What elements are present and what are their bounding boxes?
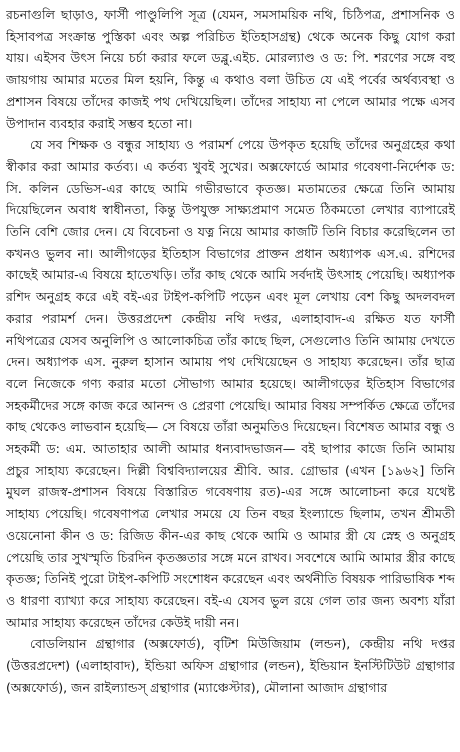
document-page <box>6 4 455 748</box>
paragraph-sources: রচনাগুলি ছাড়াও, ফার্সী পাণ্ডুলিপি সূত্র (যেমন, সমসাময়িক নথি, চিঠিপত্র, প্রশাসনিক ও হিসাবপত্র সংক্রান্ত পুস্তিকা এবং অল্প পরিচিত ইতিহাসগ্রন্থ) থেকে অনেক কিছু যোগ করা যায়। এইসব উৎস নিয়ে চর্চা করার ফলে ডব্লু.এইচ. মোরল্যাণ্ড ও ড: পি. শরণের সঙ্গে বহু জায়গায় আমার মতের মিল হয়নি, কিন্তু এ কথাও বলা উচিত যে এই পর্বের অর্থব্যবস্থা ও প্রশাসন বিষয়ে তাঁদের কাজই পথ দেখিয়েছিল। তাঁদের সাহায্য না পেলে আমার পক্ষে এসব উপাদান ব্যবহার করাই সম্ভব হতো না। <box>6 7 455 131</box>
paragraph-libraries: বোডলিয়ান গ্রন্থাগার (অক্সফোর্ড), বৃটিশ মিউজিয়াম (লন্ডন), কেন্দ্রীয় নথি দপ্তর (উত্তরপ্রদেশ) (এলাহাবাদ), ইন্ডিয়া অফিস গ্রন্থাগার (লন্ডন), ইন্ডিয়ান ইনস্টিটিউট গ্রন্থাগার (অক্সফোর্ড), জন রাইল্যান্ডস্ গ্রন্থাগার (ম্যাঞ্চেস্টার), মৌলানা আজাদ গ্রন্থাগার <box>6 636 455 695</box>
paragraph-acknowledgements: যে সব শিক্ষক ও বন্ধুর সাহায্য ও পরামর্শ পেয়ে উপকৃত হয়েছি তাঁদের অনুগ্রহের কথা স্বীকার করা আমার কর্তব্য। এ কর্তব্য খুবই সুখের। অক্সফোর্ডে আমার গবেষণা-নির্দেশক ড: সি. কলিন ডেভিস-এর কাছে আমি গভীরভাবে কৃতজ্ঞ। মতামতের ক্ষেত্রে তিনি আমায় দিয়েছিলেন অবাধ স্বাধীনতা, কিন্তু উপযুক্ত সাক্ষ্যপ্রমাণ সমেত ঠিকমতো লেখার ব্যাপারেই তিনি বেশি জোর দেন। যে বিবেচনা ও যত্ন নিয়ে আমার কাজটি তিনি বিচার করেছিলেন তা কখনও ভুলব না। আলীগড়ের ইতিহাস বিভাগের প্রাক্তন প্রধান অধ্যাপক এস.এ. রশিদের কাছেই আমার-এ বিষয়ে হাতেখড়ি। তাঁর কাছ থেকে আমি সর্বদাই উৎসাহ পেয়েছি। অধ্যাপক রশিদ অনুগ্রহ করে এই বই-এর টাইপ-কপিটি পড়েন এবং মূল লেখায় বেশ কিছু অদলবদল করার পরামর্শ দেন। উত্তরপ্রদেশ কেন্দ্রীয় নথি দপ্তর, এলাহাবাদ-এ রক্ষিত যত ফার্সী নথিপত্রের যেসব অনুলিপি ও আলোকচিত্র তাঁর কাছে ছিল, সেগুলোও তিনি আমায় দেখতে দেন। অধ্যাপক এস. নুরুল হাসান আমায় পথ দেখিয়েছেন ও সাহায্য করেছেন। তাঁর ছাত্র বলে নিজেকে গণ্য করার মতো সৌভাগ্য আমার হয়েছে। আলীগড়ের ইতিহাস বিভাগের সহকর্মীদের সঙ্গে কাজ করে আনন্দ ও প্রেরণা পেয়েছি। আমার বিষয় সম্পর্কিত ক্ষেত্রে তাঁদের কাছ থেকেও লাভবান হয়েছি— সে বিষয়ে তাঁরা অনুমতিও দিয়েছেন। বিশেষত আমার বন্ধু ও সহকর্মী ড: এম. আতাহার আলী আমার ধন্যবাদভাজন— বই ছাপার কাজে তিনি আমায় প্রচুর সাহায্য করেছেন। দিল্লী বিশ্ববিদ্যালয়ের শ্রীবি. আর. গ্রোভার (এখন [১৯৬২] তিনি মুঘল রাজস্ব-প্রশাসন বিষয়ে বিস্তারিত গবেষণায় রত)-এর সঙ্গে আলোচনা করে যথেষ্ট সাহায্য পেয়েছি। গবেষণাপত্র লেখার সময়ে যে তিন বছর ইংল্যান্ডে ছিলাম, তখন শ্রীমতী ওয়েনোনা কীন ও ড: রিজিড কীন-এর কাছ থেকে আমি ও আমার স্ত্রী যে স্নেহ ও অনুগ্রহ পেয়েছি তার সুখস্মৃতি চিরদিন কৃতজ্ঞতার সঙ্গে মনে রাখব। সবশেষে আমি আমার স্ত্রীর কাছে কৃতজ্ঞ; তিনিই পুরো টাইপ-কপিটি সংশোধন করেছেন এবং অর্থনীতি বিষয়ক পারিভাষিক শব্দ ও ধারণা ব্যাখ্যা করে সাহায্য করেছেন। বই-এ যেসব ভুল রয়ে গেল তার জন্য অবশ্য যাঁরা আমার সাহায্য করেছেন তাঁদের কেউই দায়ী নন। <box>6 137 455 630</box>
